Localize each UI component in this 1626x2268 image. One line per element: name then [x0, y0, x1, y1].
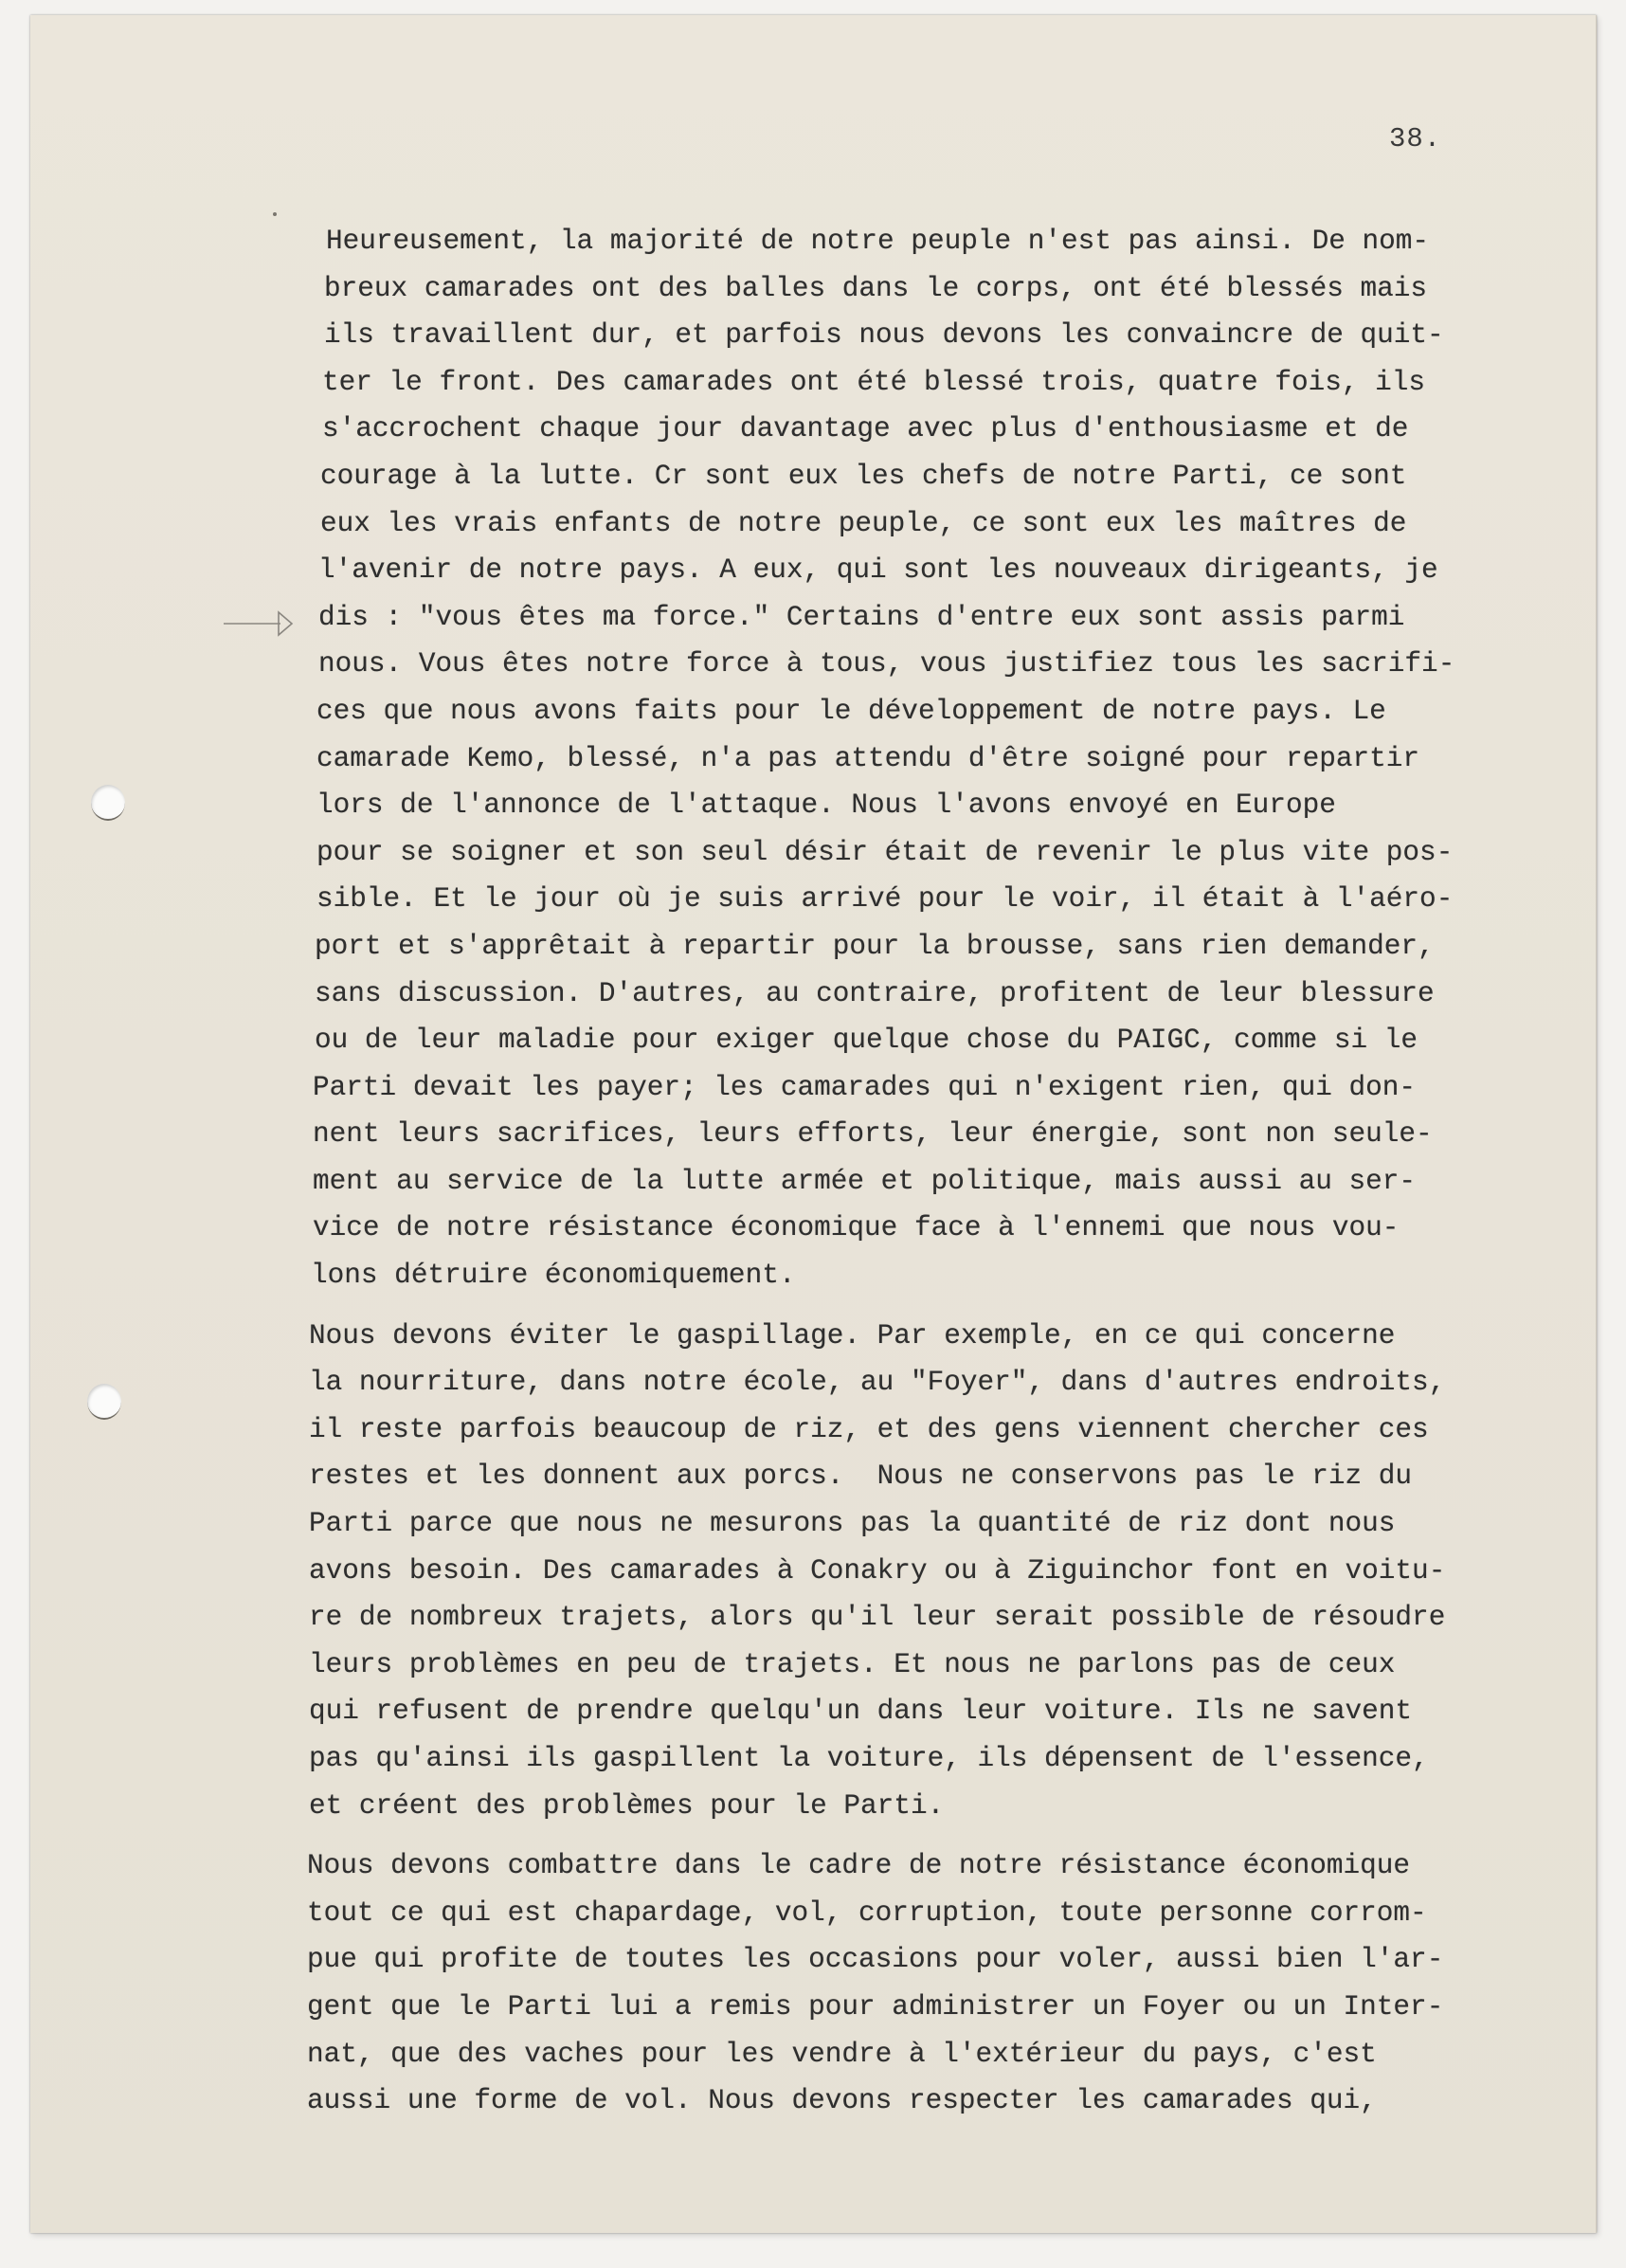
- text-line: Heureusement, la majorité de notre peuple n'est pas ainsi. De nom-: [326, 226, 1430, 257]
- text-line: et créent des problèmes pour le Parti.: [309, 1789, 945, 1822]
- text-line: tout ce qui est chapardage, vol, corruption, toute personne corrom-: [307, 1896, 1427, 1929]
- text-line: l'avenir de notre pays. A eux, qui sont les nouveaux dirigeants, je: [318, 554, 1438, 587]
- text-line: ils travaillent dur, et parfois nous devons les convaincre de quit-: [324, 319, 1444, 352]
- text-line: aussi une forme de vol. Nous devons respecter les camarades qui,: [307, 2085, 1377, 2117]
- punch-hole-bottom: [87, 1384, 121, 1420]
- text-line: port et s'apprêtait à repartir pour la brousse, sans rien demander,: [315, 930, 1435, 962]
- text-line: nous. Vous êtes notre force à tous, vous justifiez tous les sacrifi-: [318, 648, 1455, 680]
- text-line: pour se soigner et son seul désir était de revenir le plus vite pos-: [316, 836, 1454, 868]
- text-line: breux camarades ont des balles dans le corps, ont été blessés mais: [324, 272, 1428, 304]
- text-line: pue qui profite de toutes les occasions pour voler, aussi bien l'ar-: [307, 1944, 1444, 1976]
- text-line: Nous devons combattre dans le cadre de notre résistance économique: [307, 1850, 1411, 1882]
- paragraph-2: [307, 1313, 1596, 1830]
- text-line: restes et les donnent aux porcs. Nous ne conservons pas le riz du: [309, 1461, 1413, 1493]
- text-line: nent leurs sacrifices, leurs efforts, leur énergie, sont non seule-: [313, 1118, 1433, 1151]
- paragraph-3: [307, 1842, 1596, 2125]
- page-number: 38.: [1389, 123, 1442, 154]
- text-line: dis : "vous êtes ma force." Certains d'entre eux sont assis parmi: [318, 601, 1405, 633]
- text-line: eux les vrais enfants de notre peuple, ce sont eux les maîtres de: [320, 507, 1407, 539]
- text-line: sans discussion. D'autres, au contraire, profitent de leur blessure: [315, 977, 1435, 1009]
- margin-arrow-mark: [224, 607, 296, 641]
- text-line: s'accrochent chaque jour davantage avec plus d'enthousiasme et de: [322, 413, 1409, 445]
- text-line: ter le front. Des camarades ont été blessé trois, quatre fois, ils: [322, 366, 1426, 398]
- text-line: sible. Et le jour où je suis arrivé pour le voir, il était à l'aéro-: [316, 883, 1454, 916]
- text-line: la nourriture, dans notre école, au "Foyer", dans d'autres endroits,: [309, 1367, 1446, 1399]
- text-line: camarade Kemo, blessé, n'a pas attendu d'être soigné pour repartir: [316, 742, 1420, 774]
- text-line: qui refusent de prendre quelqu'un dans leur voiture. Ils ne savent: [309, 1696, 1413, 1728]
- text-line: lors de l'annonce de l'attaque. Nous l'avons envoyé en Europe: [316, 789, 1336, 822]
- text-line: avons besoin. Des camarades à Conakry ou à Ziguinchor font en voitu-: [309, 1554, 1446, 1587]
- text-line: ou de leur maladie pour exiger quelque chose du PAIGC, comme si le: [315, 1025, 1418, 1057]
- paragraph-1: [307, 218, 1596, 1299]
- text-line: Nous devons éviter le gaspillage. Par exemple, en ce qui concerne: [309, 1319, 1396, 1352]
- body-text: [307, 218, 1596, 2138]
- text-line: leurs problèmes en peu de trajets. Et nous ne parlons pas de ceux: [309, 1648, 1396, 1680]
- text-line: ces que nous avons faits pour le développement de notre pays. Le: [316, 695, 1386, 727]
- margin-dot-mark: [273, 212, 277, 216]
- text-line: Parti parce que nous ne mesurons pas la quantité de riz dont nous: [309, 1508, 1396, 1540]
- text-line: re de nombreux trajets, alors qu'il leur serait possible de résoudre: [309, 1602, 1446, 1634]
- punch-hole-top: [91, 785, 125, 821]
- text-line: vice de notre résistance économique face à l'ennemi que nous vou-: [313, 1212, 1400, 1244]
- text-line: ment au service de la lutte armée et politique, mais aussi au ser-: [313, 1165, 1417, 1197]
- text-line: gent que le Parti lui a remis pour administrer un Foyer ou un Inter-: [307, 1990, 1444, 2023]
- text-line: Parti devait les payer; les camarades qui n'exigent rien, qui don-: [313, 1071, 1417, 1103]
- text-line: pas qu'ainsi ils gaspillent la voiture, ils dépensent de l'essence,: [309, 1743, 1429, 1774]
- text-line: lons détruire économiquement.: [311, 1260, 796, 1292]
- text-line: nat, que des vaches pour les vendre à l'extérieur du pays, c'est: [307, 2038, 1377, 2070]
- text-line: courage à la lutte. Cr sont eux les chefs de notre Parti, ce sont: [320, 460, 1407, 492]
- text-line: il reste parfois beaucoup de riz, et des gens viennent chercher ces: [309, 1413, 1429, 1445]
